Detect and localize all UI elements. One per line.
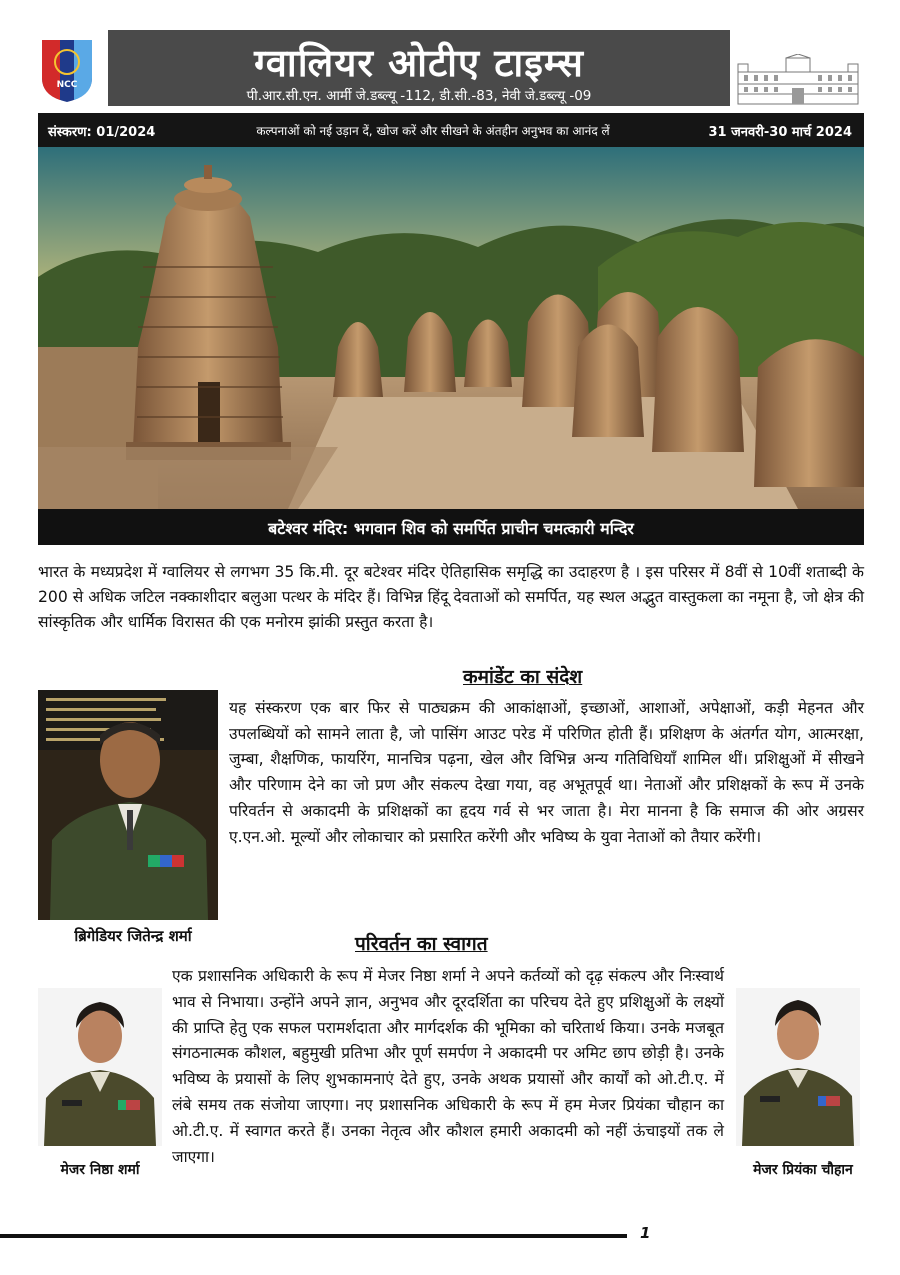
hero-caption: बटेश्वर मंदिर: भगवान शिव को समर्पित प्राचीन चमत्कारी मन्दिर [268,519,634,538]
bateshwar-temples-photo [38,147,864,509]
tagline: कल्पनाओं को नई उड़ान दें, खोज करें और सीखने के अंतहीन अनुभव का आनंद लें [256,124,610,138]
major-nishtha-name: मेजर निष्ठा शर्मा [60,1162,140,1178]
page-number: 1 [640,1224,651,1242]
logo-text: NCC [56,80,78,90]
major-priyanka-name: मेजर प्रियंका चौहान [753,1162,853,1178]
edition-label: संस्करण: 01/2024 [48,125,156,140]
info-bar [38,113,864,147]
intro-paragraph: भारत के मध्यप्रदेश में ग्वालियर से लगभग 35 कि.मी. दूर बटेश्वर मंदिर ऐतिहासिक समृद्धि का उदाहरण है । इस परिसर में 8वीं से 10वीं शताब्दी के 200 से अधिक जटिल नक्काशीदार बलुआ पत्थर के मंदिर हैं। विभिन्न हिंदू देवताओं को समर्पित, यह स्थल अद्भुत वास्तुकला का नमूना है, जो क्षेत्र की सांस्कृतिक और धार्मिक विरासत की एक मनोरम झांकी प्रस्तुत करता है। [38,563,864,631]
major-nishtha-photo [38,988,162,1146]
ncc-logo [38,38,96,104]
commandant-photo [38,690,218,920]
hero-caption-bar [38,509,864,545]
newspaper-subtitle: पी.आर.सी.एन. आर्मी जे.डब्ल्यू -112, डी.सी.-83, नेवी जे.डब्ल्यू -09 [246,88,592,104]
footer-rule [0,1234,627,1238]
commandant-name: ब्रिगेडियर जितेन्द्र शर्मा [74,927,192,945]
issue-dates: 31 जनवरी-30 मार्च 2024 [708,125,852,140]
commandant-message: यह संस्करण एक बार फिर से पाठ्यक्रम की आकांक्षाओं, इच्छाओं, आशाओं, अपेक्षाओं, कड़ी मेहनत और उपलब्धियों को सामने लाता है, जो पासिंग आउट परेड में परिणित होती हैं। प्रशिक्षण के अंतर्गत योग, आत्मरक्षा, जुम्बा, शैक्षणिक, फायरिंग, मानचित्र पढ़ना, खेल और विभिन्न अन्य गतिविधियाँ शामिल थीं। प्रशिक्षुओं में सीखने और परिणाम देने का जो प्रण और संकल्प देखा गया, वह अभूतपूर्व था। नेताओं और प्रशिक्षकों के रूप में उनके परिवर्तन से अकादमी के प्रशिक्षकों का हृदय गर्व से भर जाता है। मेरा मानना है कि समाज की ओर अग्रसर ए.एन.ओ. मूल्यों और लोकाचार को प्रसारित करेंगी और भविष्य के युवा नेताओं को तैयार करेंगी। [229,699,864,846]
newspaper-title: ग्वालियर ओटीए टाइम्स [254,41,584,85]
major-priyanka-photo [736,988,860,1146]
commandant-heading: कमांडेंट का संदेश [463,666,583,688]
welcome-heading: परिवर्तन का स्वागत [355,933,488,955]
building-illustration [734,54,862,106]
masthead-title-box [108,30,730,106]
welcome-message: एक प्रशासनिक अधिकारी के रूप में मेजर निष्ठा शर्मा ने अपने कर्तव्यों को दृढ़ संकल्प और निःस्वार्थ भाव से निभाया। उन्होंने अपने ज्ञान, अनुभव और दूरदर्शिता का परिचय देते हुए प्रशिक्षुओं के लक्ष्यों की प्राप्ति हेतु एक सफल परामर्शदाता और मार्गदर्शक की भूमिका को चरितार्थ किया। उनके मजबूत संगठनात्मक कौशल, बहुमुखी प्रतिभा और पूर्ण समर्पण ने अकादमी पर अमिट छाप छोड़ी है। उनके भविष्य के प्रयासों के लिए शुभकामनाएं देते हुए, उनके अथक प्रयासों और कार्यों को ओ.टी.ए. में लंबे समय तक संजोया जाएगा। नए प्रशासनिक अधिकारी के रूप में हम मेजर प्रियंका चौहान का ओ.टी.ए. में स्वागत करते हैं। उनका नेतृत्व और कौशल हमारी अकादमी को नहीं ऊंचाइयों तक ले जाएगा। [172,967,724,1166]
